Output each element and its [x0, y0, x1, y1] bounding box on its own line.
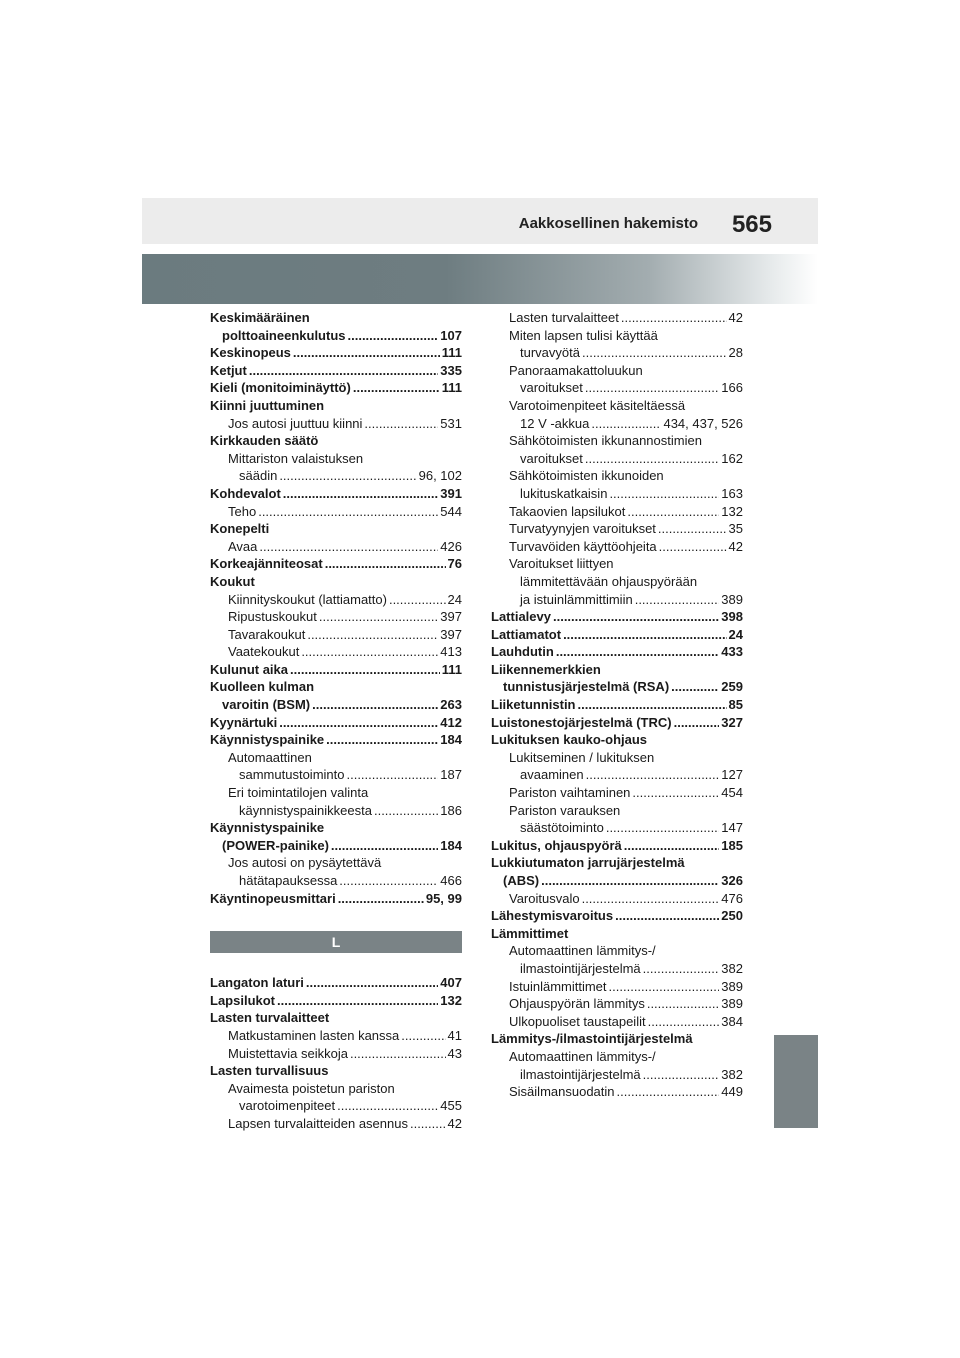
- dot-leader: [556, 643, 719, 661]
- entry-term: Kiinnityskoukut (lattiamatto): [228, 591, 387, 607]
- entry-page-ref: 397: [440, 609, 462, 625]
- entry-page-ref: 382: [721, 1066, 743, 1082]
- index-entry: [491, 538, 743, 556]
- index-entry: Eri toimintatilojen valinta: [228, 785, 369, 801]
- dot-leader: [648, 1013, 720, 1031]
- index-entry: [210, 661, 462, 679]
- index-entry: [491, 1066, 743, 1084]
- entry-page-ref: 132: [440, 992, 462, 1008]
- entry-page-ref: 147: [721, 820, 743, 836]
- index-entry: [491, 960, 743, 978]
- entry-term: säästötoiminto: [520, 820, 604, 836]
- entry-page-ref: 544: [440, 503, 462, 519]
- entry-term: Lattialevy: [491, 609, 551, 625]
- index-entry: [491, 837, 743, 855]
- entry-page-ref: 398: [721, 609, 743, 625]
- entry-term: Vaatekoukut: [228, 644, 300, 660]
- entry-page-ref: 433: [721, 644, 743, 660]
- entry-page-ref: 107: [440, 327, 462, 343]
- index-entry: [491, 485, 743, 503]
- entry-term: Korkeajänniteosat: [210, 556, 323, 572]
- index-entry: [491, 1083, 743, 1101]
- dot-leader: [674, 714, 720, 732]
- dot-leader: [624, 837, 720, 855]
- entry-page-ref: 426: [440, 538, 462, 554]
- index-list-k: [210, 309, 462, 907]
- entry-page-ref: 163: [721, 485, 743, 501]
- entry-term: lukituskatkaisin: [520, 485, 608, 501]
- index-entry: Lukkiutumaton jarrujärjestelmä: [491, 855, 685, 871]
- dot-leader: [331, 837, 438, 855]
- index-entry: Automaattinen lämmitys-/: [509, 943, 656, 959]
- dot-leader: [582, 890, 720, 908]
- index-entry: [491, 978, 743, 996]
- entry-term: Ketjut: [210, 362, 247, 378]
- entry-page-ref: 455: [440, 1098, 462, 1114]
- dot-leader: [277, 992, 438, 1010]
- dot-leader: [279, 467, 416, 485]
- dot-leader: [671, 678, 719, 696]
- dot-leader: [643, 960, 720, 978]
- entry-term: käynnistyspainikkeesta: [239, 802, 372, 818]
- entry-term: Turvavöiden käyttöohjeita: [509, 538, 657, 554]
- entry-term: Istuinlämmittimet: [509, 978, 607, 994]
- entry-term: Lasten turvalaitteet: [509, 310, 619, 325]
- index-entry: Keskimääräinen: [210, 310, 310, 325]
- index-entry: [491, 309, 743, 327]
- header-banner: [142, 254, 818, 304]
- index-entry: Panoraamakattoluukun: [509, 362, 643, 378]
- index-entry: [491, 415, 743, 433]
- entry-term: ja istuinlämmittimiin: [520, 591, 633, 607]
- dot-leader: [346, 766, 438, 784]
- index-entry: Lämmittimet: [491, 925, 569, 941]
- dot-leader: [635, 591, 720, 609]
- index-entry: Sähkötoimisten ikkunannostimien: [509, 433, 702, 449]
- index-entry: [210, 1045, 462, 1063]
- index-entry: [491, 819, 743, 837]
- entry-page-ref: 95, 99: [425, 890, 462, 906]
- dot-leader: [659, 538, 727, 556]
- entry-term: Sisäilmansuodatin: [509, 1084, 615, 1100]
- index-entry: Varotoimenpiteet käsiteltäessä: [509, 397, 686, 413]
- index-entry: [210, 485, 462, 503]
- index-entry: [210, 890, 462, 908]
- entry-page-ref: 35: [728, 521, 743, 537]
- dot-leader: [283, 485, 439, 503]
- index-entry: [210, 1027, 462, 1045]
- entry-page-ref: 454: [721, 785, 743, 801]
- entry-term: Lapsen turvalaitteiden asennus: [228, 1115, 408, 1131]
- entry-term: Lähestymisvaroitus: [491, 908, 614, 924]
- entry-page-ref: 42: [447, 1115, 462, 1131]
- entry-page-ref: 326: [721, 873, 743, 888]
- dot-leader: [348, 327, 439, 345]
- entry-page-ref: 41: [447, 1027, 462, 1043]
- index-entry: [210, 974, 462, 992]
- entry-page-ref: 43: [447, 1045, 462, 1061]
- entry-term: Lukitus, ohjauspyörä: [491, 837, 622, 853]
- entry-page-ref: 111: [441, 380, 462, 396]
- entry-page-ref: 184: [440, 837, 462, 853]
- entry-page-ref: 384: [721, 1013, 743, 1029]
- dot-leader: [621, 309, 727, 327]
- index-entry: [210, 802, 462, 820]
- entry-page-ref: 335: [440, 362, 462, 378]
- entry-term: varotoimenpiteet: [239, 1098, 336, 1114]
- index-entry: [210, 626, 462, 644]
- entry-page-ref: 259: [721, 679, 743, 695]
- entry-term: Ohjauspyörän lämmitys: [509, 996, 645, 1012]
- dot-leader: [389, 591, 446, 609]
- index-entry: [491, 608, 743, 626]
- entry-page-ref: 187: [440, 767, 462, 783]
- index-entry: [210, 379, 462, 397]
- index-entry: Mittariston valaistuksen: [228, 450, 364, 466]
- dot-leader: [585, 450, 719, 468]
- entry-page-ref: 263: [440, 697, 462, 713]
- index-entry: Lämmitys-/ilmastointijärjestelmä: [491, 1031, 693, 1047]
- entry-term: Kulunut aika: [210, 661, 289, 677]
- index-entry: [210, 992, 462, 1010]
- index-entry: [210, 362, 462, 380]
- entry-page-ref: 111: [441, 661, 462, 677]
- entry-page-ref: 42: [728, 310, 743, 325]
- index-entry: [491, 766, 743, 784]
- entry-term: Ulkopuoliset taustapeilit: [509, 1013, 646, 1029]
- index-list-l: [210, 974, 462, 1132]
- index-entry: [491, 591, 743, 609]
- index-entry: [210, 591, 462, 609]
- entry-term: Kohdevalot: [210, 485, 281, 501]
- page-header: [142, 198, 818, 244]
- index-entry: Lasten turvalaitteet: [210, 1010, 330, 1026]
- index-entry: Koukut: [210, 573, 255, 589]
- header-title: Aakkosellinen hakemisto: [518, 215, 698, 232]
- dot-leader: [326, 731, 438, 749]
- dot-leader: [290, 661, 440, 679]
- entry-page-ref: 434, 437, 526: [663, 415, 743, 431]
- dot-leader: [301, 643, 438, 661]
- dot-leader: [339, 872, 438, 890]
- entry-term: säädin: [239, 468, 278, 484]
- index-entry: [491, 626, 743, 644]
- page-number: 565: [731, 211, 772, 238]
- entry-page-ref: 127: [721, 767, 743, 783]
- index-column-left: [210, 309, 462, 1133]
- entry-term: Lapsilukot: [210, 992, 276, 1008]
- entry-page-ref: 96, 102: [418, 468, 462, 484]
- dot-leader: [306, 974, 438, 992]
- entry-term: (ABS): [503, 873, 540, 888]
- index-entry: [491, 696, 743, 714]
- index-entry: Kuolleen kulman: [210, 679, 315, 695]
- entry-page-ref: 382: [721, 960, 743, 976]
- index-entry: Kiinni juuttuminen: [210, 397, 325, 413]
- entry-term: Muistettavia seikkoja: [228, 1045, 348, 1061]
- entry-term: Kyynärtuki: [210, 714, 278, 730]
- entry-page-ref: 466: [440, 873, 462, 888]
- index-entry: [210, 555, 462, 573]
- entry-page-ref: 407: [440, 975, 462, 991]
- index-entry: Lukitseminen / lukituksen: [509, 749, 655, 765]
- index-entry: [210, 467, 462, 485]
- index-entry: [491, 872, 743, 890]
- index-entry: [491, 344, 743, 362]
- index-entry: Liikennemerkkien: [491, 661, 601, 677]
- index-entry: [491, 520, 743, 538]
- index-entry: [491, 1013, 743, 1031]
- entry-term: turvavyötä: [520, 345, 580, 361]
- dot-leader: [293, 344, 440, 362]
- entry-term: Varoitusvalo: [509, 890, 580, 906]
- entry-term: Luistonestojärjestelmä (TRC): [491, 714, 672, 730]
- dot-leader: [541, 872, 719, 890]
- index-column-right: [491, 309, 743, 1101]
- entry-page-ref: 184: [440, 732, 462, 748]
- index-entry: lämmitettävään ohjauspyörään: [520, 573, 698, 589]
- dot-leader: [632, 784, 719, 802]
- index-entry: [210, 327, 462, 345]
- dot-leader: [582, 344, 727, 362]
- index-entry: [210, 731, 462, 749]
- entry-page-ref: 389: [721, 978, 743, 994]
- dot-leader: [249, 362, 438, 380]
- index-entry: Varoitukset liittyen: [509, 556, 614, 572]
- index-entry: [210, 643, 462, 661]
- index-entry: [491, 379, 743, 397]
- dot-leader: [319, 608, 438, 626]
- dot-leader: [353, 379, 440, 397]
- entry-term: tunnistusjärjestelmä (RSA): [503, 679, 670, 695]
- dot-leader: [627, 503, 719, 521]
- dot-leader: [350, 1045, 446, 1063]
- dot-leader: [617, 1083, 720, 1101]
- dot-leader: [586, 766, 720, 784]
- entry-page-ref: 476: [721, 890, 743, 906]
- entry-term: Jos autosi juuttuu kiinni: [228, 415, 363, 431]
- index-entry: Lukituksen kauko-ohjaus: [491, 732, 648, 748]
- index-entry: Kirkkauden säätö: [210, 433, 319, 449]
- index-entry: Sähkötoimisten ikkunoiden: [509, 468, 664, 484]
- entry-page-ref: 28: [728, 345, 743, 361]
- dot-leader: [307, 626, 438, 644]
- index-entry: Jos autosi on pysäytettävä: [228, 855, 382, 871]
- dot-leader: [609, 978, 720, 996]
- dot-leader: [312, 696, 438, 714]
- index-entry: Käynnistyspainike: [210, 820, 325, 836]
- entry-page-ref: 449: [721, 1084, 743, 1100]
- entry-term: avaaminen: [520, 767, 584, 783]
- entry-page-ref: 85: [728, 697, 743, 713]
- dot-leader: [615, 907, 719, 925]
- entry-page-ref: 186: [440, 802, 462, 818]
- entry-page-ref: 111: [441, 345, 462, 361]
- entry-term: Lattiamatot: [491, 626, 562, 642]
- entry-term: Tavarakoukut: [228, 626, 306, 642]
- index-entry: [491, 907, 743, 925]
- index-entry: [491, 643, 743, 661]
- entry-term: 12 V -akkua: [520, 415, 590, 431]
- dot-leader: [279, 714, 438, 732]
- entry-term: Liiketunnistin: [491, 697, 576, 713]
- index-entry: [210, 608, 462, 626]
- entry-page-ref: 132: [721, 503, 743, 519]
- index-entry: [210, 837, 462, 855]
- index-entry: [491, 678, 743, 696]
- entry-term: Ripustuskoukut: [228, 609, 317, 625]
- index-entry: [210, 872, 462, 890]
- dot-leader: [258, 503, 438, 521]
- dot-leader: [647, 995, 719, 1013]
- index-entry: [491, 450, 743, 468]
- index-entry: [491, 784, 743, 802]
- entry-page-ref: 389: [721, 996, 743, 1012]
- entry-term: Teho: [228, 503, 257, 519]
- entry-term: Lauhdutin: [491, 644, 554, 660]
- entry-page-ref: 76: [447, 556, 462, 572]
- entry-term: varoitukset: [520, 380, 583, 396]
- entry-page-ref: 24: [447, 591, 462, 607]
- dot-leader: [643, 1066, 720, 1084]
- index-entry: [210, 696, 462, 714]
- dot-leader: [401, 1027, 445, 1045]
- index-entry: [210, 344, 462, 362]
- entry-page-ref: 166: [721, 380, 743, 396]
- entry-term: Pariston vaihtaminen: [509, 785, 631, 801]
- chapter-side-tab: [774, 1035, 818, 1128]
- index-entry: [210, 1115, 462, 1133]
- index-entry: Avaimesta poistetun pariston: [228, 1080, 395, 1096]
- dot-leader: [325, 555, 446, 573]
- dot-leader: [578, 696, 727, 714]
- dot-leader: [410, 1115, 446, 1133]
- dot-leader: [338, 890, 424, 908]
- dot-leader: [609, 485, 719, 503]
- entry-page-ref: 412: [440, 714, 462, 730]
- index-entry: [210, 714, 462, 732]
- dot-leader: [337, 1097, 438, 1115]
- entry-page-ref: 413: [440, 644, 462, 660]
- index-entry: [210, 538, 462, 556]
- dot-leader: [259, 538, 438, 556]
- entry-page-ref: 531: [440, 415, 462, 431]
- dot-leader: [606, 819, 719, 837]
- entry-term: (POWER-painike): [222, 837, 329, 853]
- index-entry: [210, 1097, 462, 1115]
- entry-term: ilmastointijärjestelmä: [520, 960, 641, 976]
- entry-page-ref: 185: [721, 837, 743, 853]
- dot-leader: [374, 802, 438, 820]
- entry-page-ref: 250: [721, 908, 743, 924]
- dot-leader: [364, 415, 438, 433]
- index-entry: [491, 995, 743, 1013]
- index-list-l-continued: [491, 309, 743, 1101]
- entry-page-ref: 327: [721, 714, 743, 730]
- section-header-l: L: [210, 931, 462, 953]
- index-entry: [491, 890, 743, 908]
- entry-term: varoitin (BSM): [222, 697, 311, 713]
- index-entry: Konepelti: [210, 521, 270, 537]
- index-entry: [210, 766, 462, 784]
- entry-term: Kieli (monitoiminäyttö): [210, 380, 351, 396]
- index-entry: Automaattinen: [228, 749, 312, 765]
- entry-term: Käyntinopeusmittari: [210, 890, 336, 906]
- index-entry: [210, 415, 462, 433]
- entry-page-ref: 397: [440, 626, 462, 642]
- entry-page-ref: 24: [728, 626, 743, 642]
- entry-page-ref: 389: [721, 591, 743, 607]
- entry-term: Avaa: [228, 538, 258, 554]
- dot-leader: [585, 379, 719, 397]
- entry-term: hätätapauksessa: [239, 873, 338, 888]
- dot-leader: [591, 415, 661, 433]
- entry-page-ref: 391: [440, 485, 462, 501]
- entry-page-ref: 42: [728, 538, 743, 554]
- entry-term: Käynnistyspainike: [210, 732, 325, 748]
- entry-page-ref: 162: [721, 450, 743, 466]
- dot-leader: [563, 626, 726, 644]
- dot-leader: [658, 520, 727, 538]
- entry-term: sammutustoiminto: [239, 767, 345, 783]
- entry-term: Keskinopeus: [210, 345, 291, 361]
- index-entry: [491, 503, 743, 521]
- index-entry: Lasten turvallisuus: [210, 1063, 329, 1079]
- index-entry: Pariston varauksen: [509, 802, 621, 818]
- entry-term: varoitukset: [520, 450, 583, 466]
- entry-term: Langaton laturi: [210, 975, 304, 991]
- entry-term: polttoaineenkulutus: [222, 327, 346, 343]
- entry-term: Turvatyynyjen varoitukset: [509, 521, 656, 537]
- entry-term: ilmastointijärjestelmä: [520, 1066, 641, 1082]
- index-entry: Automaattinen lämmitys-/: [509, 1048, 656, 1064]
- index-entry: Miten lapsen tulisi käyttää: [509, 327, 658, 343]
- entry-term: Takaovien lapsilukot: [509, 503, 626, 519]
- index-entry: [210, 503, 462, 521]
- entry-term: Matkustaminen lasten kanssa: [228, 1027, 400, 1043]
- index-entry: [491, 714, 743, 732]
- dot-leader: [553, 608, 719, 626]
